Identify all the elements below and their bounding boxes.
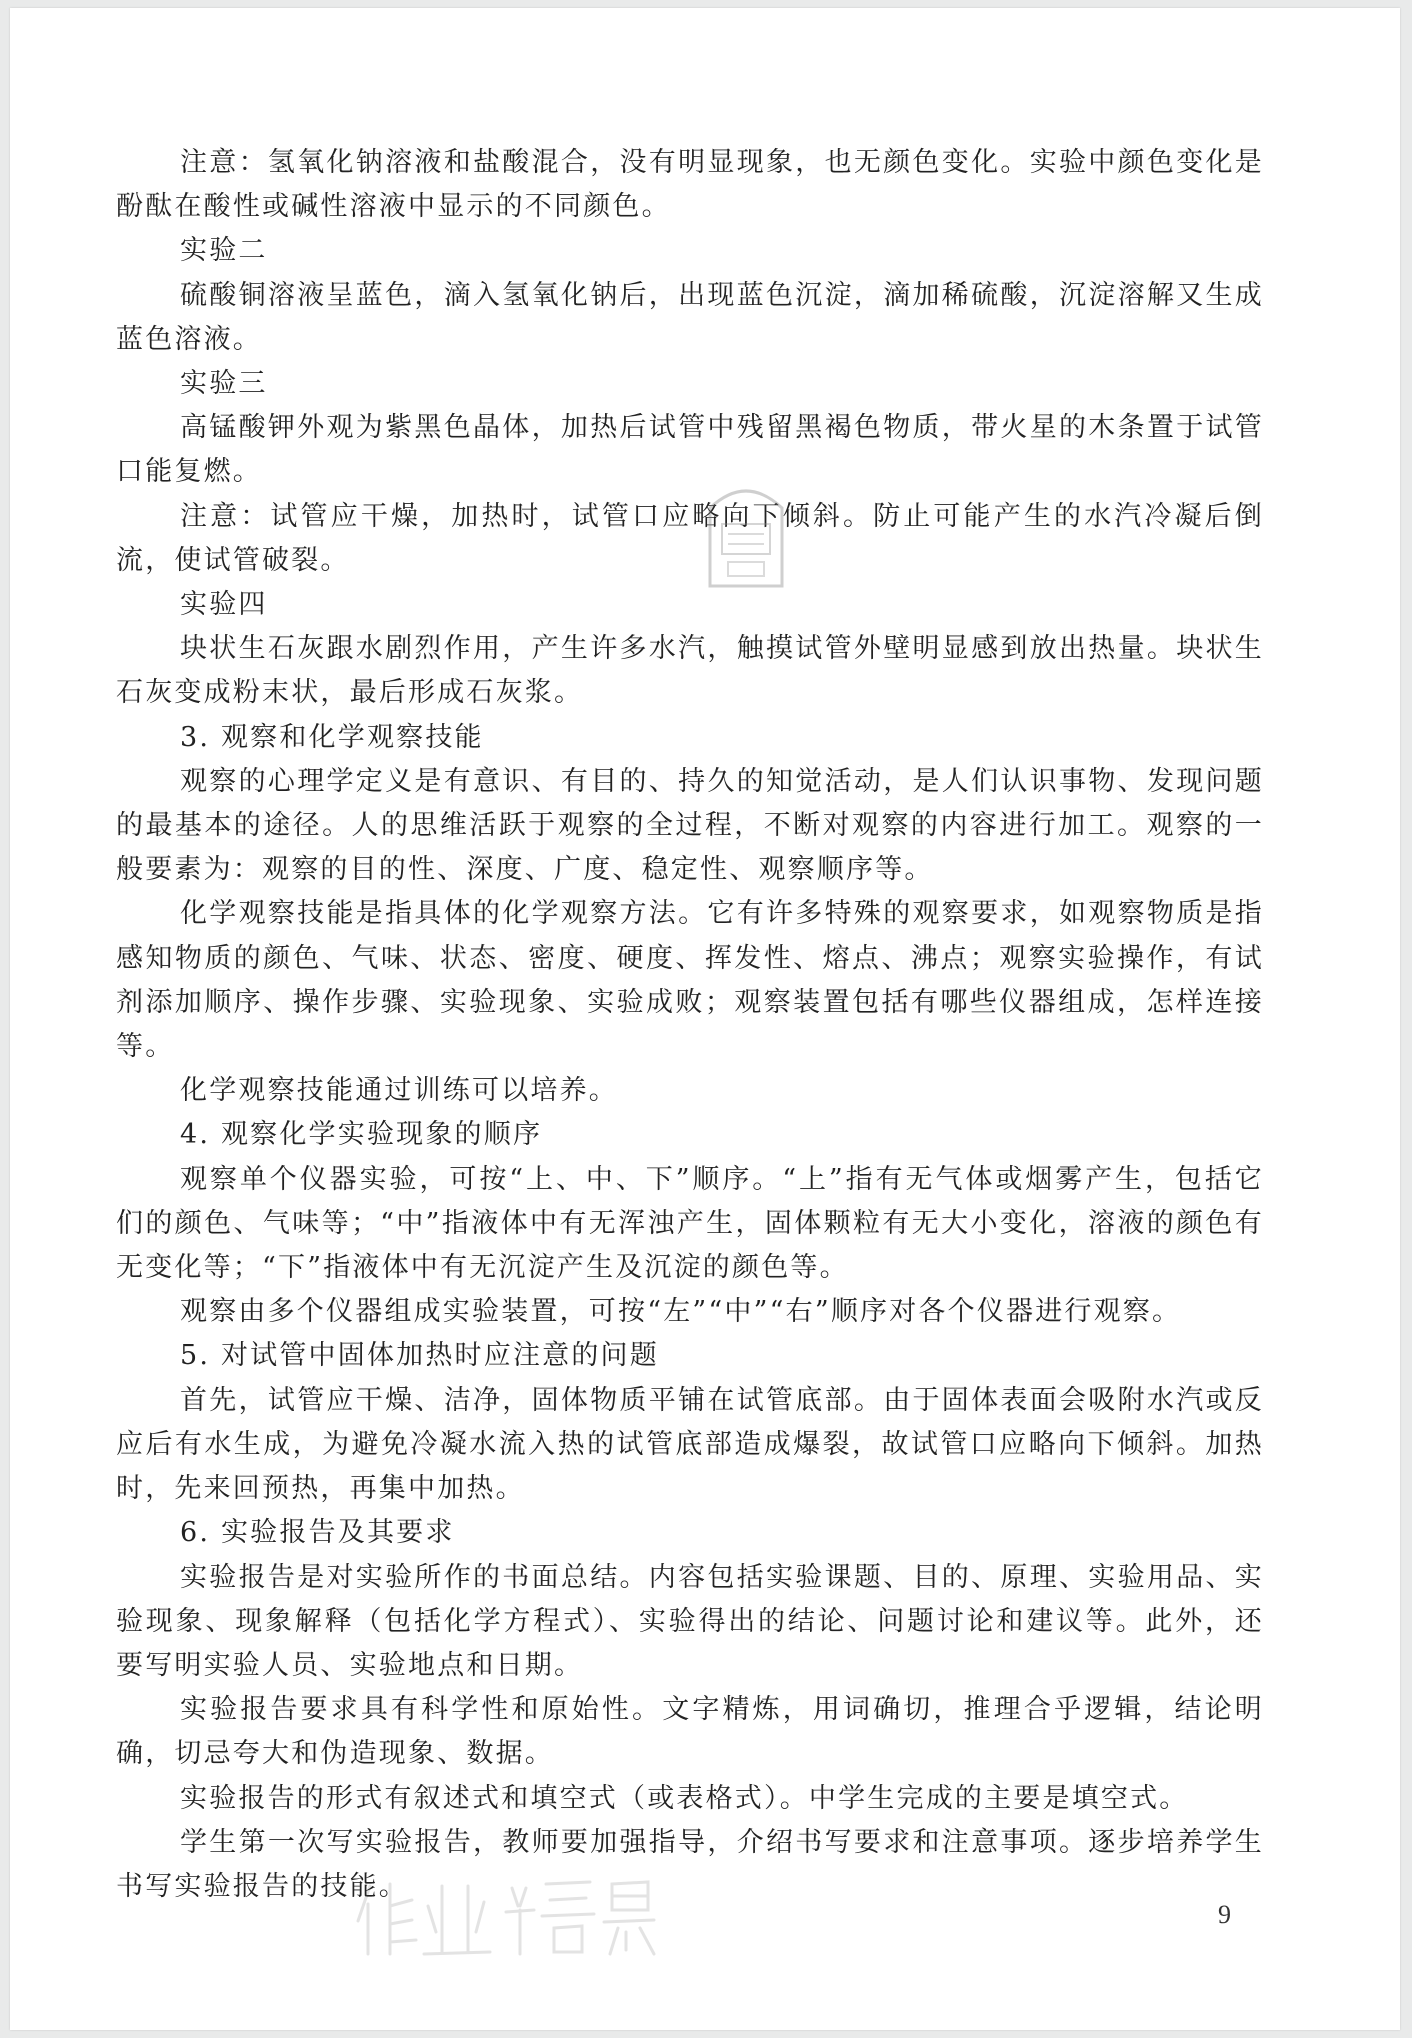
paragraph-note-test-tube: 注意：试管应干燥，加热时，试管口应略向下倾斜。防止可能产生的水汽冷凝后倒流，使试管破裂。 <box>116 500 1264 576</box>
page-number: 9 <box>1218 1900 1231 1929</box>
watermark-logo <box>350 1866 660 1966</box>
heading-section-5: 5. 对试管中固体加热时应注意的问题 <box>180 1340 659 1372</box>
heading-section-4: 4. 观察化学实验现象的顺序 <box>180 1119 543 1151</box>
heading-section-6: 6. 实验报告及其要求 <box>180 1517 455 1549</box>
paragraph-chemical-observation-skill: 化学观察技能是指具体的化学观察方法。它有许多特殊的观察要求，如观察物质是指感知物质的颜色、气味、状态、密度、硬度、挥发性、熔点、沸点；观察实验操作，有试剂添加顺序、操作步骤、实验现象、实验成败；观察装置包括有哪些仪器组成，怎样连接等。 <box>116 898 1264 1063</box>
paragraph-observation-definition: 观察的心理学定义是有意识、有目的、持久的知觉活动，是人们认识事物、发现问题的最基本的途径。人的思维活跃于观察的全过程，不断对观察的内容进行加工。观察的一般要素为：观察的目的性、深度、广度、稳定性、观察顺序等。 <box>116 765 1264 886</box>
page-body <box>116 141 1264 1909</box>
paragraph-quicklime: 块状生石灰跟水剧烈作用，产生许多水汽，触摸试管外壁明显感到放出热量。块状生石灰变成粉末状，最后形成石灰浆。 <box>116 633 1264 709</box>
heading-experiment-4: 实验四 <box>180 589 268 621</box>
paragraph-heating-solids: 首先，试管应干燥、洁净，固体物质平铺在试管底部。由于固体表面会吸附水汽或反应后有水生成，为避免冷凝水流入热的试管底部造成爆裂，故试管口应略向下倾斜。加热时，先来回预热，再集中加热。 <box>116 1384 1264 1505</box>
paragraph-multi-instrument-order: 观察由多个仪器组成实验装置，可按“左”“中”“右”顺序对各个仪器进行观察。 <box>180 1296 1182 1328</box>
paragraph-training: 化学观察技能通过训练可以培养。 <box>180 1075 618 1107</box>
heading-experiment-3: 实验三 <box>180 368 268 400</box>
paragraph-report-forms: 实验报告的形式有叙述式和填空式（或表格式）。中学生完成的主要是填空式。 <box>180 1782 1189 1814</box>
paragraph-copper-sulfate: 硫酸铜溶液呈蓝色，滴入氢氧化钠后，出现蓝色沉淀，滴加稀硫酸，沉淀溶解又生成蓝色溶液。 <box>116 279 1264 355</box>
heading-section-3: 3. 观察和化学观察技能 <box>180 721 484 753</box>
document-page <box>10 8 1400 2030</box>
paragraph-potassium-permanganate: 高锰酸钾外观为紫黑色晶体，加热后试管中残留黑褐色物质，带火星的木条置于试管口能复燃。 <box>116 412 1264 488</box>
paragraph-note-naoh-hcl: 注意：氢氧化钠溶液和盐酸混合，没有明显现象，也无颜色变化。实验中颜色变化是酚酞在酸性或碱性溶液中显示的不同颜色。 <box>116 147 1264 223</box>
heading-experiment-2: 实验二 <box>180 235 268 267</box>
paragraph-first-report: 学生第一次写实验报告，教师要加强指导，介绍书写要求和注意事项。逐步培养学生书写实验报告的技能。 <box>116 1826 1264 1902</box>
stamp-seal <box>700 478 792 598</box>
paragraph-report-content: 实验报告是对实验所作的书面总结。内容包括实验课题、目的、原理、实验用品、实验现象、现象解释（包括化学方程式）、实验得出的结论、问题讨论和建议等。此外，还要写明实验人员、实验地点和日期。 <box>116 1561 1264 1681</box>
paragraph-single-instrument-order: 观察单个仪器实验，可按“上、中、下”顺序。“上”指有无气体或烟雾产生，包括它们的颜色、气味等；“中”指液体中有无浑浊产生，固体颗粒有无大小变化，溶液的颜色有无变化等；“下”指液体中有无沉淀产生及沉淀的颜色等。 <box>116 1163 1264 1284</box>
paragraph-report-requirements: 实验报告要求具有科学性和原始性。文字精炼，用词确切，推理合乎逻辑，结论明确，切忌夸大和伪造现象、数据。 <box>116 1694 1264 1770</box>
